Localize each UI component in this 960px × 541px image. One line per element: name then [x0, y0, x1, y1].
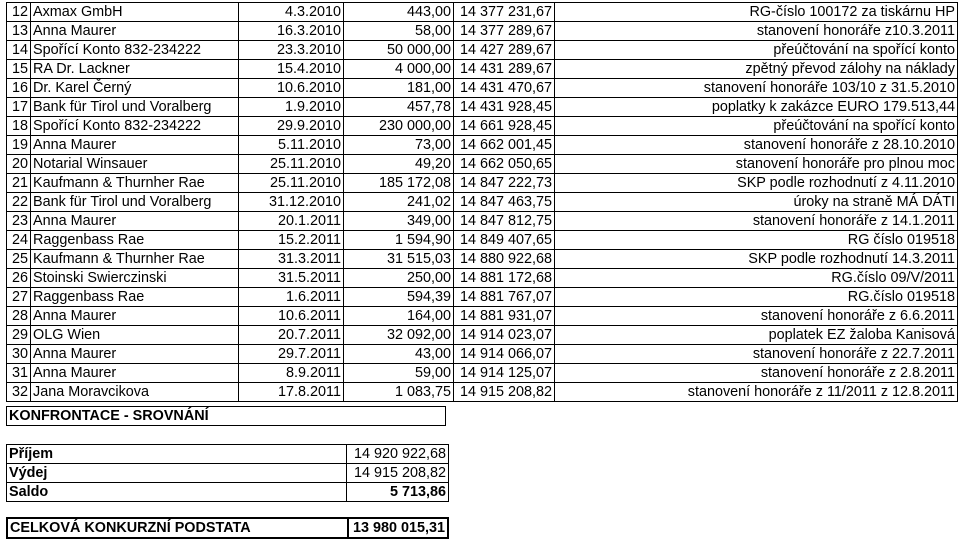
party-name: Raggenbass Rae — [31, 231, 239, 250]
running-balance: 14 881 931,07 — [454, 307, 555, 326]
entry-note: stanovení honoráře z 2.8.2011 — [555, 364, 958, 383]
entry-note: stanovení honoráře z 14.1.2011 — [555, 212, 958, 231]
summary-heading: KONFRONTACE - SROVNÁNÍ — [6, 406, 446, 426]
row-number: 31 — [7, 364, 31, 383]
party-name: Kaufmann & Thurnher Rae — [31, 250, 239, 269]
entry-date: 31.12.2010 — [239, 193, 344, 212]
table-row — [7, 117, 958, 136]
entry-amount: 250,00 — [344, 269, 454, 288]
row-number: 17 — [7, 98, 31, 117]
entry-amount: 1 083,75 — [344, 383, 454, 402]
table-row — [7, 383, 958, 402]
table-row — [7, 345, 958, 364]
entry-note: RG-číslo 100172 za tiskárnu HP — [555, 3, 958, 22]
row-number: 27 — [7, 288, 31, 307]
entry-date: 10.6.2010 — [239, 79, 344, 98]
entry-amount: 230 000,00 — [344, 117, 454, 136]
row-number: 13 — [7, 22, 31, 41]
entry-date: 15.4.2010 — [239, 60, 344, 79]
running-balance: 14 914 023,07 — [454, 326, 555, 345]
estate-row — [7, 518, 448, 538]
ledger-table — [6, 2, 958, 402]
table-row — [7, 79, 958, 98]
row-number: 14 — [7, 41, 31, 60]
entry-date: 10.6.2011 — [239, 307, 344, 326]
entry-date: 20.7.2011 — [239, 326, 344, 345]
table-row — [7, 98, 958, 117]
entry-date: 5.11.2010 — [239, 136, 344, 155]
row-number: 29 — [7, 326, 31, 345]
table-row — [7, 41, 958, 60]
table-row — [7, 155, 958, 174]
running-balance: 14 881 767,07 — [454, 288, 555, 307]
row-number: 26 — [7, 269, 31, 288]
entry-amount: 32 092,00 — [344, 326, 454, 345]
table-row — [7, 193, 958, 212]
party-name: Kaufmann & Thurnher Rae — [31, 174, 239, 193]
entry-note: stanovení honoráře pro plnou moc — [555, 155, 958, 174]
estate-label: CELKOVÁ KONKURZNÍ PODSTATA — [7, 518, 348, 538]
entry-amount: 43,00 — [344, 345, 454, 364]
entry-note: SKP podle rozhodnutí z 4.11.2010 — [555, 174, 958, 193]
table-row — [7, 60, 958, 79]
party-name: Spořící Konto 832-234222 — [31, 41, 239, 60]
entry-date: 25.11.2010 — [239, 174, 344, 193]
running-balance: 14 914 066,07 — [454, 345, 555, 364]
running-balance: 14 847 463,75 — [454, 193, 555, 212]
totals-table — [6, 444, 449, 502]
table-row — [7, 269, 958, 288]
entry-note: poplatek EZ žaloba Kanisová — [555, 326, 958, 345]
running-balance: 14 915 208,82 — [454, 383, 555, 402]
entry-date: 29.9.2010 — [239, 117, 344, 136]
running-balance: 14 431 289,67 — [454, 60, 555, 79]
entry-note: přeúčtování na spořící konto — [555, 41, 958, 60]
entry-note: stanovení honoráře z 6.6.2011 — [555, 307, 958, 326]
party-name: Anna Maurer — [31, 345, 239, 364]
party-name: Anna Maurer — [31, 22, 239, 41]
entry-amount: 185 172,08 — [344, 174, 454, 193]
row-number: 23 — [7, 212, 31, 231]
entry-amount: 457,78 — [344, 98, 454, 117]
row-number: 22 — [7, 193, 31, 212]
running-balance: 14 377 231,67 — [454, 3, 555, 22]
entry-date: 16.3.2010 — [239, 22, 344, 41]
row-number: 30 — [7, 345, 31, 364]
row-number: 16 — [7, 79, 31, 98]
row-number: 24 — [7, 231, 31, 250]
party-name: Raggenbass Rae — [31, 288, 239, 307]
expense-label: Výdej — [7, 464, 347, 483]
row-number: 18 — [7, 117, 31, 136]
balance-value: 5 713,86 — [347, 483, 449, 502]
income-label: Příjem — [7, 445, 347, 464]
balance-row — [7, 483, 449, 502]
running-balance: 14 847 222,73 — [454, 174, 555, 193]
entry-amount: 73,00 — [344, 136, 454, 155]
row-number: 21 — [7, 174, 31, 193]
entry-amount: 181,00 — [344, 79, 454, 98]
entry-date: 1.9.2010 — [239, 98, 344, 117]
party-name: Bank für Tirol und Voralberg — [31, 98, 239, 117]
estate-table — [6, 517, 449, 539]
party-name: Dr. Karel Černý — [31, 79, 239, 98]
party-name: Stoinski Swierczinski — [31, 269, 239, 288]
table-row — [7, 364, 958, 383]
table-row — [7, 231, 958, 250]
row-number: 28 — [7, 307, 31, 326]
running-balance: 14 431 470,67 — [454, 79, 555, 98]
balance-label: Saldo — [7, 483, 347, 502]
entry-amount: 241,02 — [344, 193, 454, 212]
ledger-body — [7, 3, 958, 402]
party-name: Axmax GmbH — [31, 3, 239, 22]
row-number: 15 — [7, 60, 31, 79]
entry-amount: 443,00 — [344, 3, 454, 22]
running-balance: 14 914 125,07 — [454, 364, 555, 383]
table-row — [7, 212, 958, 231]
entry-amount: 58,00 — [344, 22, 454, 41]
running-balance: 14 431 928,45 — [454, 98, 555, 117]
table-row — [7, 22, 958, 41]
running-balance: 14 661 928,45 — [454, 117, 555, 136]
entry-note: zpětný převod zálohy na náklady — [555, 60, 958, 79]
entry-date: 1.6.2011 — [239, 288, 344, 307]
party-name: Bank für Tirol und Voralberg — [31, 193, 239, 212]
table-row — [7, 250, 958, 269]
income-value: 14 920 922,68 — [347, 445, 449, 464]
party-name: Anna Maurer — [31, 136, 239, 155]
entry-date: 4.3.2010 — [239, 3, 344, 22]
entry-note: stanovení honoráře z 11/2011 z 12.8.2011 — [555, 383, 958, 402]
entry-amount: 164,00 — [344, 307, 454, 326]
entry-note: RG.číslo 09/V/2011 — [555, 269, 958, 288]
entry-note: SKP podle rozhodnutí 14.3.2011 — [555, 250, 958, 269]
entry-amount: 349,00 — [344, 212, 454, 231]
running-balance: 14 662 050,65 — [454, 155, 555, 174]
entry-date: 29.7.2011 — [239, 345, 344, 364]
entry-note: poplatky k zakázce EURO 179.513,44 — [555, 98, 958, 117]
running-balance: 14 427 289,67 — [454, 41, 555, 60]
table-row — [7, 136, 958, 155]
entry-amount: 31 515,03 — [344, 250, 454, 269]
entry-note: stanovení honoráře z 28.10.2010 — [555, 136, 958, 155]
entry-date: 17.8.2011 — [239, 383, 344, 402]
party-name: Spořící Konto 832-234222 — [31, 117, 239, 136]
party-name: OLG Wien — [31, 326, 239, 345]
income-row — [7, 445, 449, 464]
table-row — [7, 307, 958, 326]
expense-value: 14 915 208,82 — [347, 464, 449, 483]
party-name: Jana Moravcikova — [31, 383, 239, 402]
entry-amount: 1 594,90 — [344, 231, 454, 250]
party-name: Anna Maurer — [31, 307, 239, 326]
row-number: 32 — [7, 383, 31, 402]
estate-value: 13 980 015,31 — [348, 518, 448, 538]
running-balance: 14 847 812,75 — [454, 212, 555, 231]
party-name: Anna Maurer — [31, 212, 239, 231]
expense-row — [7, 464, 449, 483]
table-row — [7, 326, 958, 345]
entry-amount: 50 000,00 — [344, 41, 454, 60]
entry-note: RG číslo 019518 — [555, 231, 958, 250]
row-number: 19 — [7, 136, 31, 155]
party-name: RA Dr. Lackner — [31, 60, 239, 79]
entry-amount: 4 000,00 — [344, 60, 454, 79]
table-row — [7, 3, 958, 22]
entry-note: úroky na straně MÁ DÁTI — [555, 193, 958, 212]
running-balance: 14 377 289,67 — [454, 22, 555, 41]
entry-date: 31.3.2011 — [239, 250, 344, 269]
row-number: 20 — [7, 155, 31, 174]
party-name: Anna Maurer — [31, 364, 239, 383]
running-balance: 14 662 001,45 — [454, 136, 555, 155]
running-balance: 14 880 922,68 — [454, 250, 555, 269]
row-number: 12 — [7, 3, 31, 22]
entry-note: přeúčtování na spořící konto — [555, 117, 958, 136]
entry-note: stanovení honoráře z 22.7.2011 — [555, 345, 958, 364]
entry-note: stanovení honoráře z10.3.2011 — [555, 22, 958, 41]
entry-amount: 49,20 — [344, 155, 454, 174]
row-number: 25 — [7, 250, 31, 269]
entry-date: 23.3.2010 — [239, 41, 344, 60]
entry-note: stanovení honoráře 103/10 z 31.5.2010 — [555, 79, 958, 98]
entry-date: 25.11.2010 — [239, 155, 344, 174]
running-balance: 14 849 407,65 — [454, 231, 555, 250]
entry-date: 15.2.2011 — [239, 231, 344, 250]
entry-date: 8.9.2011 — [239, 364, 344, 383]
table-row — [7, 174, 958, 193]
running-balance: 14 881 172,68 — [454, 269, 555, 288]
entry-date: 20.1.2011 — [239, 212, 344, 231]
entry-amount: 594,39 — [344, 288, 454, 307]
party-name: Notarial Winsauer — [31, 155, 239, 174]
entry-amount: 59,00 — [344, 364, 454, 383]
table-row — [7, 288, 958, 307]
entry-date: 31.5.2011 — [239, 269, 344, 288]
entry-note: RG.číslo 019518 — [555, 288, 958, 307]
